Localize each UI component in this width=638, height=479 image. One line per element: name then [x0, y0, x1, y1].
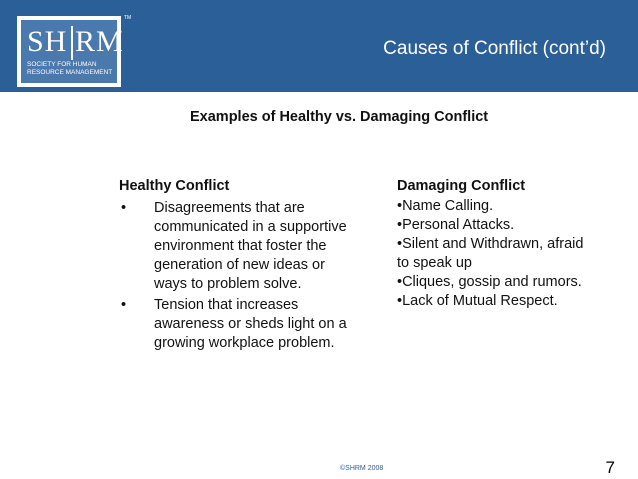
bullet-icon: • [121, 200, 127, 216]
header-bar [0, 0, 638, 92]
logo-trademark: TM [124, 15, 132, 21]
shrm-logo [17, 16, 124, 87]
healthy-conflict-item-text: Tension that increases awareness or sheds light on a growing workplace problem. [154, 297, 347, 351]
damaging-conflict-column [397, 176, 597, 311]
footer-copyright: ©SHRM 2008 [340, 465, 384, 472]
damaging-conflict-item: •Lack of Mutual Respect. [397, 293, 558, 309]
damaging-conflict-item: •Silent and Withdrawn, afraid to speak up [397, 236, 584, 271]
damaging-conflict-item: •Name Calling. [397, 198, 494, 214]
logo-text-sh: SH [27, 25, 68, 58]
page-number: 7 [605, 458, 615, 477]
bullet-icon: • [121, 297, 127, 313]
healthy-conflict-item [119, 199, 349, 294]
logo-divider [71, 26, 73, 60]
healthy-conflict-column [119, 176, 349, 353]
shrm-logo-panel [21, 20, 124, 83]
damaging-conflict-item: •Personal Attacks. [397, 217, 515, 233]
healthy-conflict-heading: Healthy Conflict [119, 178, 230, 194]
logo-text-rm: RM [75, 25, 124, 58]
logo-tagline: SOCIETY FOR HUMAN RESOURCE MANAGEMENT [27, 61, 113, 76]
slide-title: Causes of Conflict (cont’d) [383, 38, 606, 59]
slide-subtitle: Examples of Healthy vs. Damaging Conflict [190, 109, 489, 125]
damaging-conflict-item: •Cliques, gossip and rumors. [397, 274, 582, 290]
damaging-conflict-heading: Damaging Conflict [397, 178, 526, 194]
healthy-conflict-item-text: Disagreements that are communicated in a supportive environment that foster the generation of new ideas or ways to problem solve. [154, 200, 347, 292]
healthy-conflict-item [119, 296, 349, 353]
